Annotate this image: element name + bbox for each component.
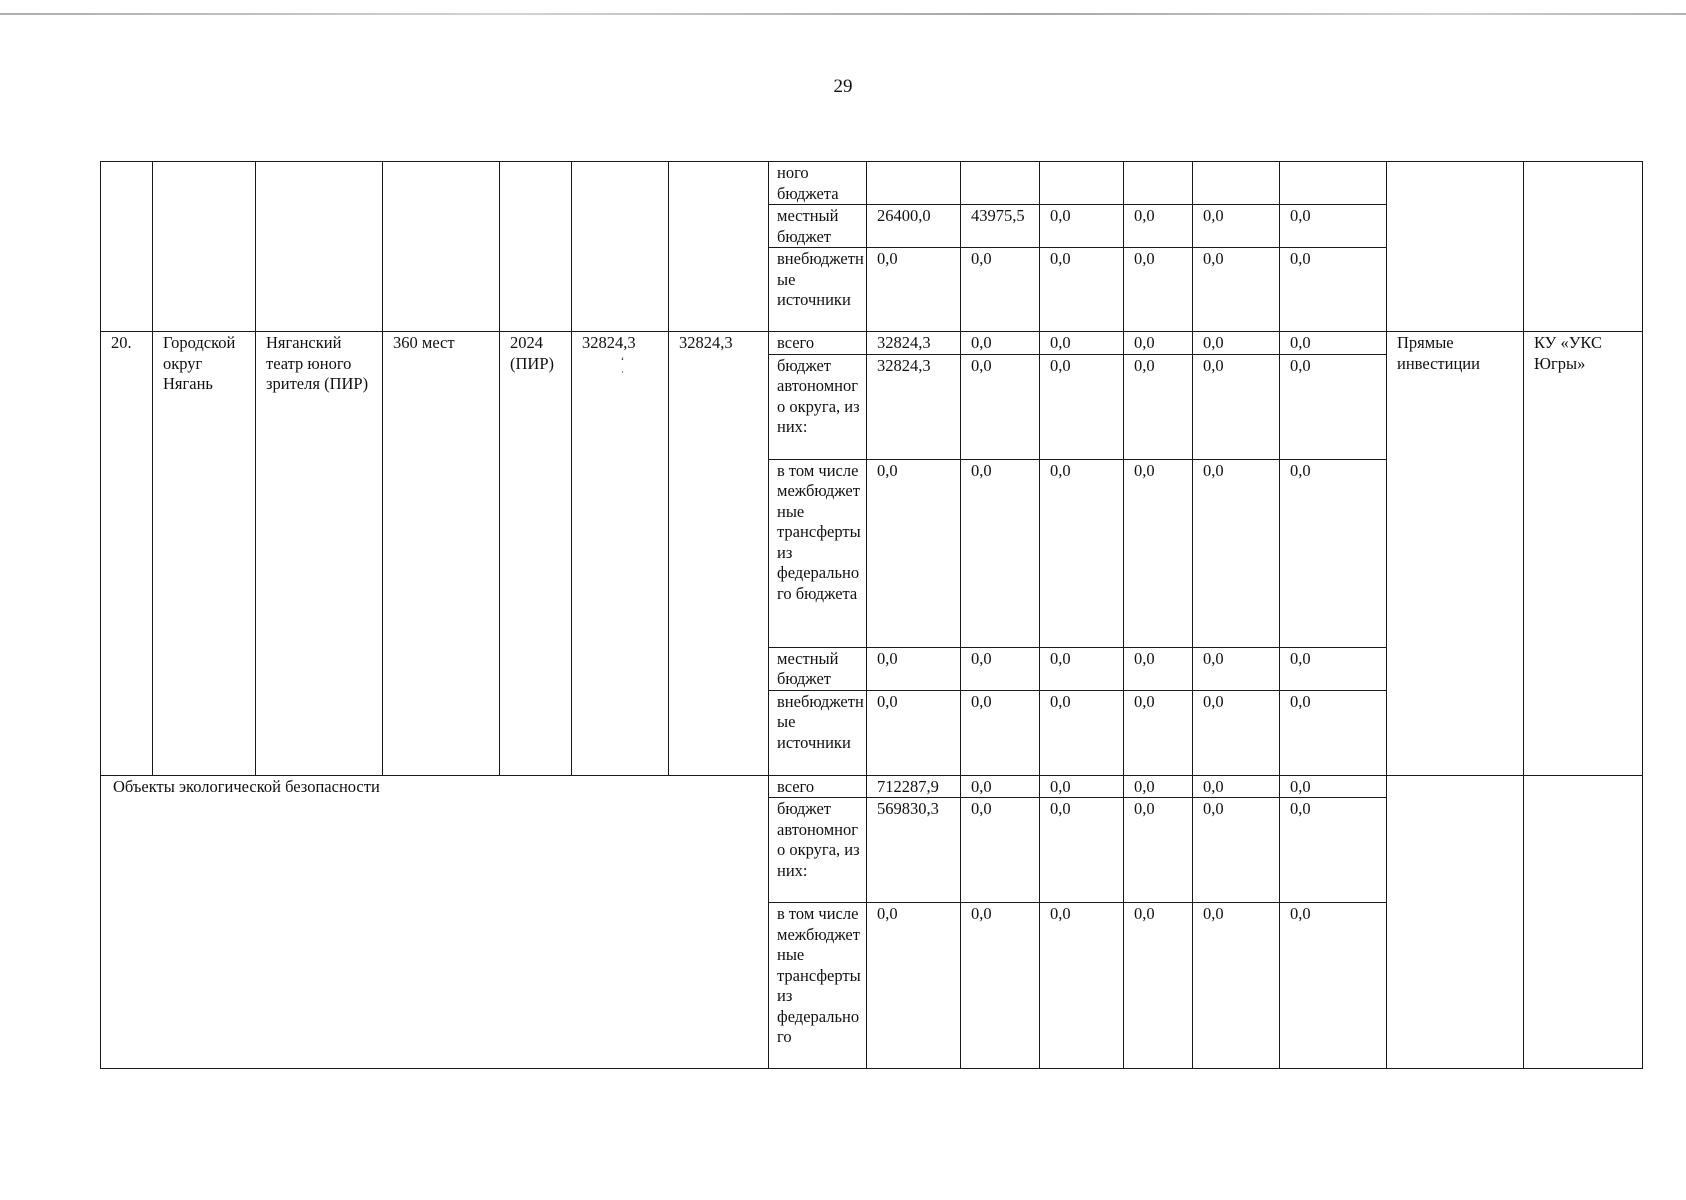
cell-value: 0,0 (1193, 248, 1280, 332)
cell-value: 0,0 (867, 903, 961, 1069)
cell-capacity (383, 162, 500, 332)
cell-value: 0,0 (1040, 354, 1124, 459)
budget-table (100, 161, 1643, 1069)
cell-num (101, 162, 153, 332)
cell-cost-estimate (572, 162, 669, 332)
cell-value: 0,0 (1280, 798, 1387, 903)
cell-object (256, 162, 383, 332)
cell-value: 0,0 (961, 459, 1040, 647)
cell-value: 0,0 (867, 690, 961, 775)
cell-value: 0,0 (961, 354, 1040, 459)
cell-financing-form (1387, 162, 1524, 332)
table-row (101, 775, 1643, 798)
cell-value: 0,0 (1193, 647, 1280, 690)
cell-value: 0,0 (1040, 798, 1124, 903)
cell-source: всего (769, 775, 867, 798)
pencil-mark: ‘ ˙ (620, 353, 625, 382)
cell-value: 0,0 (867, 248, 961, 332)
cell-value: 0,0 (867, 647, 961, 690)
cell-source: ного бюджета (769, 162, 867, 205)
cell-source: внебюджетные источники (769, 248, 867, 332)
cell-value: 0,0 (1280, 775, 1387, 798)
table-row (101, 162, 1643, 205)
cell-period: 2024 (ПИР) (500, 332, 572, 776)
cell-value: 0,0 (1193, 205, 1280, 248)
cost-estimate-value: 32824,3 (582, 333, 636, 352)
cell-value: 0,0 (1280, 459, 1387, 647)
cell-value: 0,0 (961, 332, 1040, 355)
cell-customer: КУ «УКС Югры» (1524, 332, 1643, 776)
cell-value: 26400,0 (867, 205, 961, 248)
cell-value: 0,0 (867, 459, 961, 647)
cell-remaining-cost: 32824,3 (669, 332, 769, 776)
cell-value: 0,0 (1124, 690, 1193, 775)
cell-value: 0,0 (1280, 205, 1387, 248)
cell-source: внебюджетные источники (769, 690, 867, 775)
cell-value: 0,0 (1124, 798, 1193, 903)
cell-value: 0,0 (1124, 647, 1193, 690)
cell-value: 0,0 (1193, 459, 1280, 647)
cell-source: в том числе межбюджетные трансферты из федерального бюджета (769, 459, 867, 647)
cell-cost-estimate (572, 332, 669, 776)
cell-period (500, 162, 572, 332)
cell-capacity: 360 мест (383, 332, 500, 776)
cell-value: 0,0 (1193, 798, 1280, 903)
cell-value: 0,0 (1124, 332, 1193, 355)
cell-value: 0,0 (961, 647, 1040, 690)
page-number: 29 (833, 76, 853, 97)
cell-value: 0,0 (1040, 690, 1124, 775)
cell-value: 0,0 (1193, 690, 1280, 775)
cell-num: 20. (101, 332, 153, 776)
cell-value: 0,0 (1124, 248, 1193, 332)
scan-edge-line (0, 13, 1686, 15)
cell-source: бюджет автономного округа, из них: (769, 354, 867, 459)
cell-value: 0,0 (1124, 775, 1193, 798)
cell-customer (1524, 162, 1643, 332)
cell-value: 0,0 (961, 798, 1040, 903)
cell-value: 0,0 (1124, 205, 1193, 248)
cell-remaining-cost (669, 162, 769, 332)
cell-value: 0,0 (1193, 775, 1280, 798)
cell-object: Няганский театр юного зрителя (ПИР) (256, 332, 383, 776)
cell-value: 0,0 (1040, 332, 1124, 355)
cell-value: 0,0 (1280, 690, 1387, 775)
cell-value: 0,0 (961, 690, 1040, 775)
cell-source: местный бюджет (769, 205, 867, 248)
cell-value: 0,0 (1040, 459, 1124, 647)
cell-value: 0,0 (1124, 903, 1193, 1069)
cell-value: 0,0 (1124, 354, 1193, 459)
cell-value (867, 162, 961, 205)
cell-value: 0,0 (1124, 459, 1193, 647)
cell-value: 43975,5 (961, 205, 1040, 248)
cell-value (1124, 162, 1193, 205)
cell-value: 32824,3 (867, 332, 961, 355)
cell-financing-form: Прямые инвестиции (1387, 332, 1524, 776)
cell-source: бюджет автономного округа, из них: (769, 798, 867, 903)
cell-value: 0,0 (1040, 903, 1124, 1069)
cell-value: 0,0 (1280, 248, 1387, 332)
cell-value: 0,0 (1040, 205, 1124, 248)
cell-value (961, 162, 1040, 205)
cell-value: 0,0 (1280, 647, 1387, 690)
cell-value (1193, 162, 1280, 205)
cell-municipality (153, 162, 256, 332)
cell-financing-form (1387, 775, 1524, 1069)
section-title: Объекты экологической безопасности (101, 775, 769, 1069)
cell-value: 0,0 (1193, 354, 1280, 459)
cell-customer (1524, 775, 1643, 1069)
cell-source: в том числе межбюджетные трансферты из федерального (769, 903, 867, 1069)
table-row (101, 332, 1643, 355)
cell-value (1280, 162, 1387, 205)
cell-value: 0,0 (961, 775, 1040, 798)
cell-value: 0,0 (1040, 647, 1124, 690)
cell-value: 0,0 (1040, 248, 1124, 332)
cell-municipality: Городской округ Нягань (153, 332, 256, 776)
cell-value (1040, 162, 1124, 205)
cell-value: 0,0 (1280, 903, 1387, 1069)
cell-value: 0,0 (1280, 332, 1387, 355)
cell-source: всего (769, 332, 867, 355)
cell-value: 0,0 (1040, 775, 1124, 798)
cell-value: 32824,3 (867, 354, 961, 459)
cell-value: 712287,9 (867, 775, 961, 798)
cell-value: 0,0 (1193, 332, 1280, 355)
cell-value: 0,0 (1193, 903, 1280, 1069)
cell-value: 0,0 (1280, 354, 1387, 459)
cell-value: 0,0 (961, 903, 1040, 1069)
cell-value: 0,0 (961, 248, 1040, 332)
cell-source: местный бюджет (769, 647, 867, 690)
cell-value: 569830,3 (867, 798, 961, 903)
